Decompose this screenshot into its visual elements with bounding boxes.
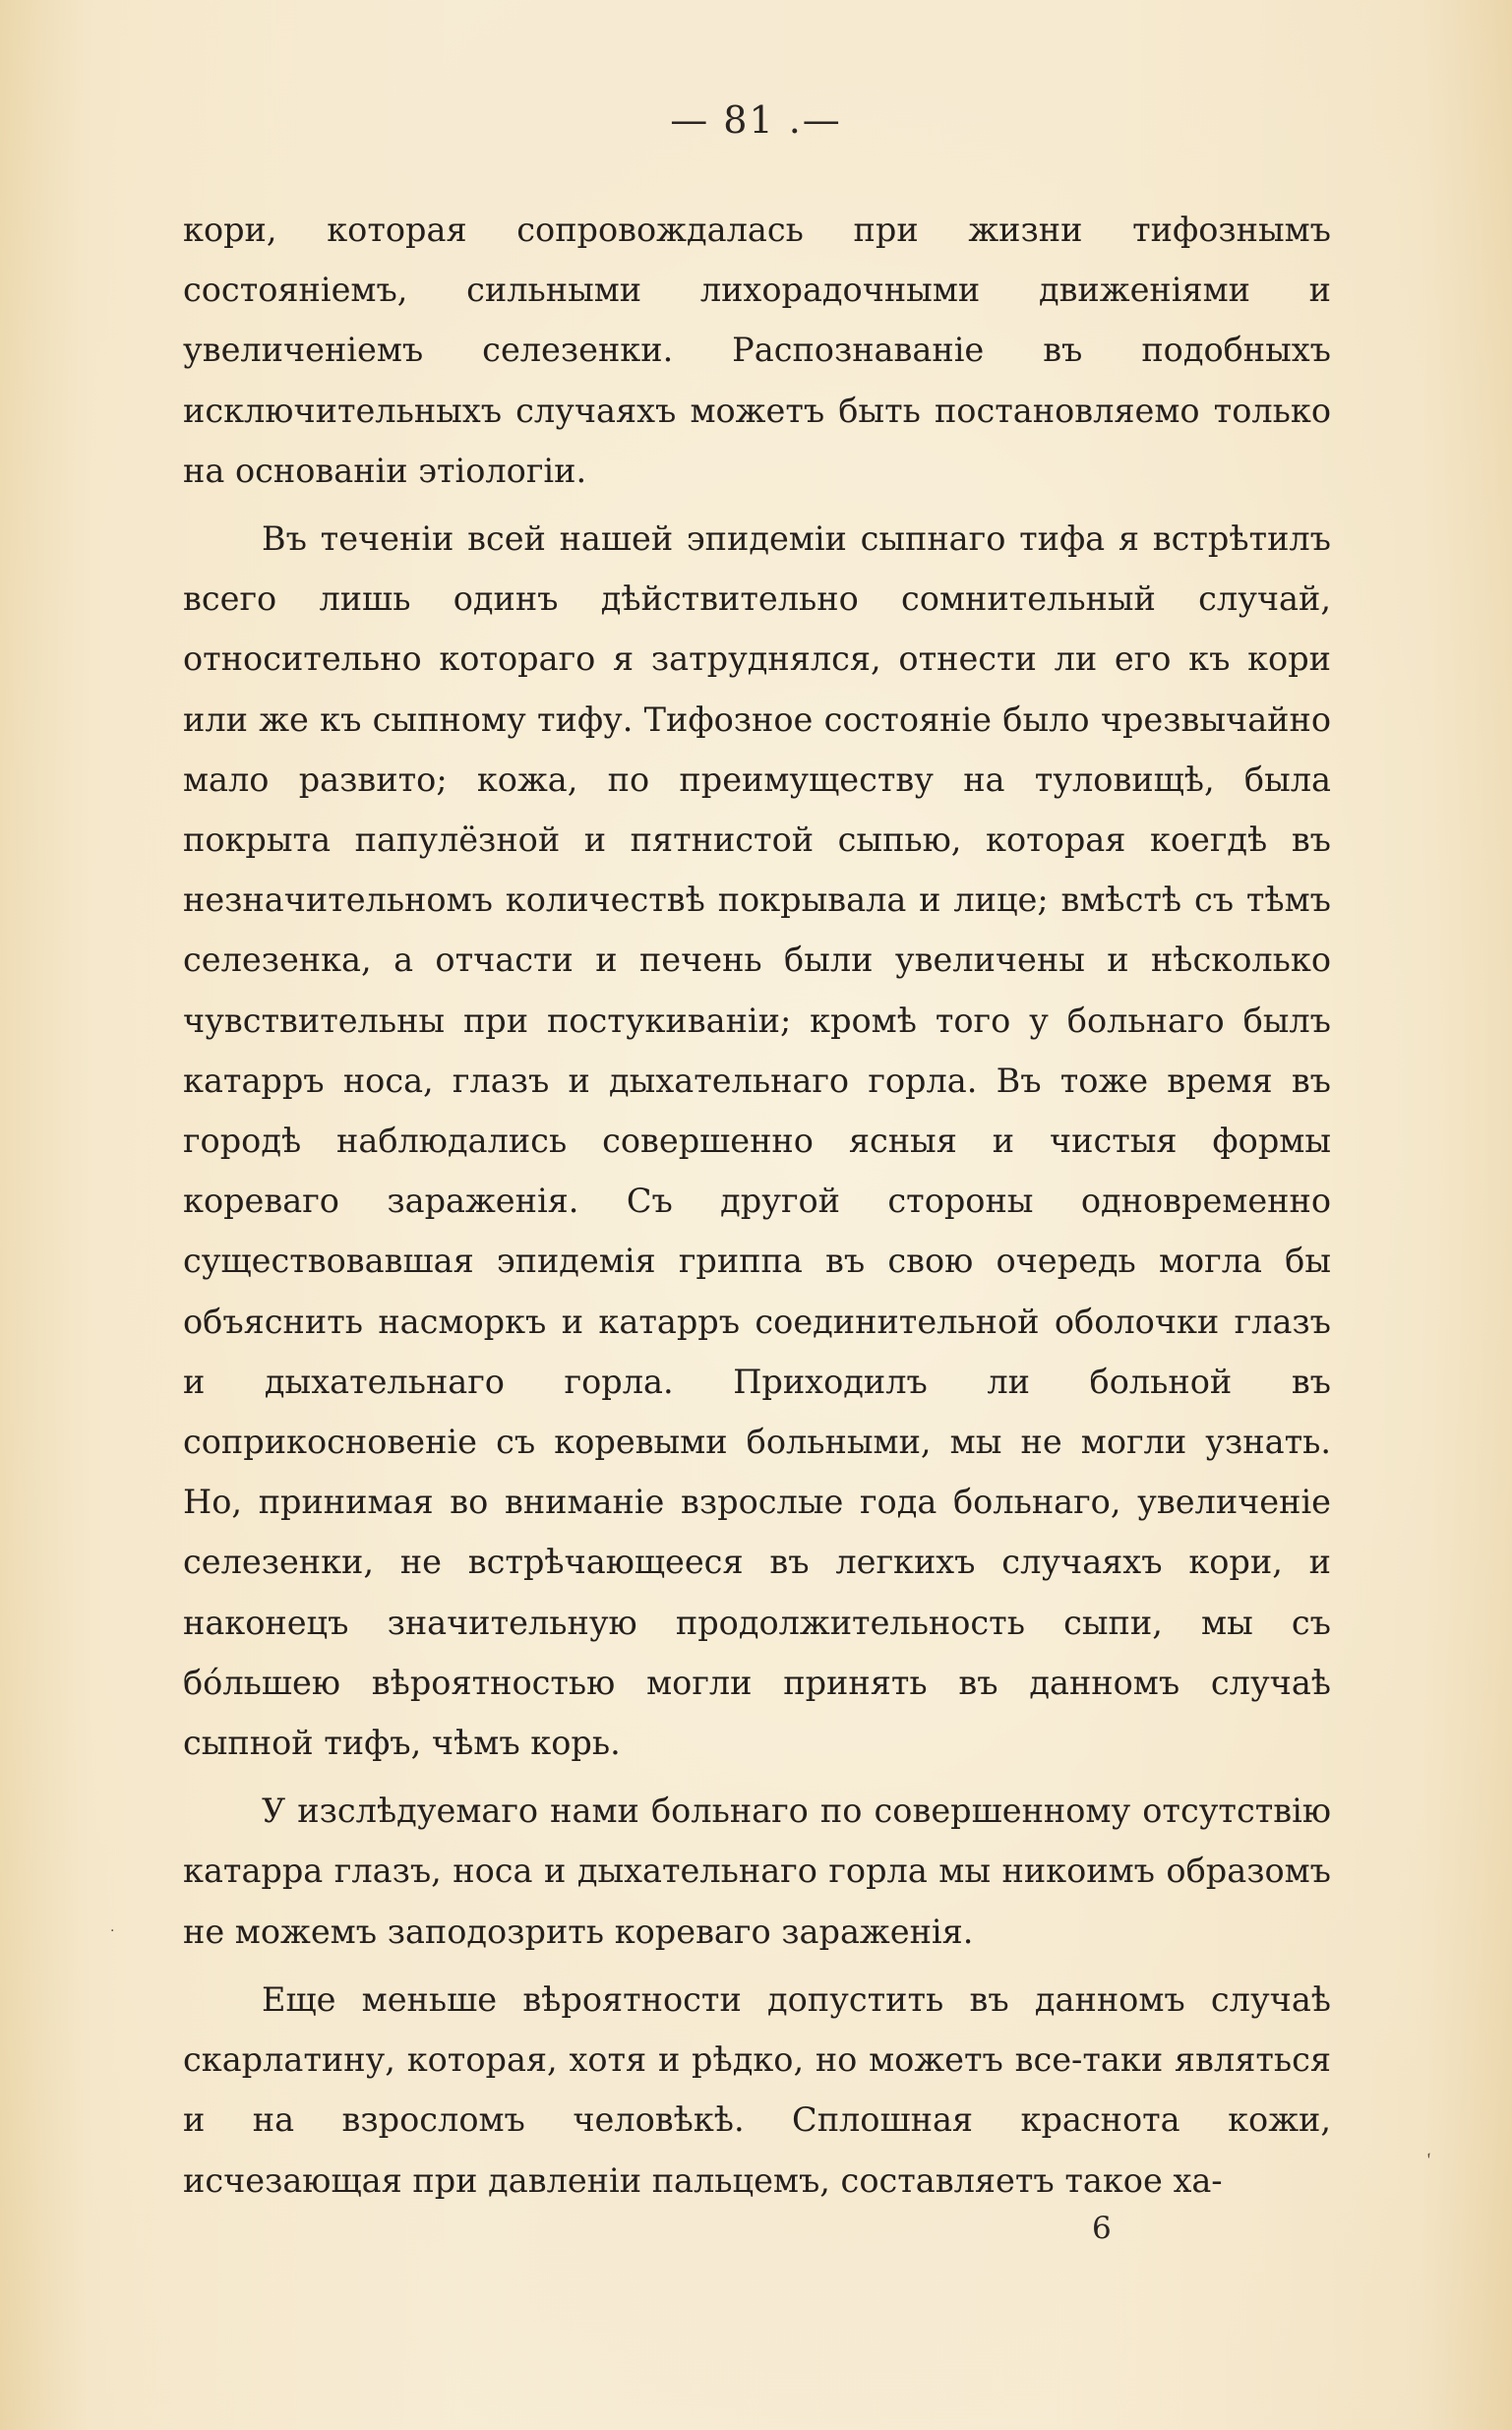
- paragraph-3: У изслѣдуемаго нами больнаго по совершенному отсутствію катарра глазъ, носа и дыхательнаго горла мы никоимъ образомъ не можемъ заподозрить кореваго зараженія.: [183, 1792, 1331, 1951]
- body-text: [183, 200, 1331, 2218]
- margin-speck: ′: [1424, 2150, 1441, 2174]
- paragraph-1: кори, которая сопровождалась при жизни тифознымъ состояніемъ, сильными лихорадочными движеніями и увеличеніемъ селезенки. Распознаваніе въ подобныхъ исключительныхъ случаяхъ можетъ быть постановляемо только на основаніи этіологіи.: [183, 211, 1331, 490]
- margin-dot: ·: [110, 1923, 115, 1939]
- signature-mark: 6: [1092, 2211, 1112, 2246]
- paragraph-4: Еще меньше вѣроятности допустить въ данномъ случаѣ скарлатину, которая, хотя и рѣдко, но можетъ все-таки являться и на взросломъ человѣкѣ. Сплошная краснота кожи, исчезающая при давленіи пальцемъ, составляетъ такое ха-: [183, 1979, 1331, 2200]
- paragraph-2: Въ теченіи всей нашей эпидеміи сыпнаго тифа я встрѣтилъ всего лишь одинъ дѣйствительно сомнительный случай, относительно котораго я затруднялся, отнести ли его къ кори или же къ сыпному тифу. Тифозное состояніе было чрезвычайно мало развито; кожа, по преимуществу на туловищѣ, была покрыта папулёзной и пятнистой сыпью, которая коегдѣ въ незначительномъ количествѣ покрывала и лице; вмѣстѣ съ тѣмъ селезенка, а отчасти и печень были увеличены и нѣсколько чувствительны при постукиваніи; кромѣ того у больнаго былъ катарръ носа, глазъ и дыхательнаго горла. Въ тоже время въ городѣ наблюдались совершенно ясныя и чистыя формы кореваго зараженія. Съ другой стороны одновременно существовавшая эпидемія гриппа въ свою очередь могла бы объяснить насморкъ и катарръ соединительной оболочки глазъ и дыхательнаго горла. Приходилъ ли больной въ соприкосновеніе съ коревыми больными, мы не могли узнать. Но, принимая во вниманіе взрослые года больнаго, увеличеніе селезенки, не встрѣчающееся въ легкихъ случаяхъ кори, и наконецъ значительную продолжительность сыпи, мы съ бо́льшею вѣроятностью могли принять въ данномъ случаѣ сыпной тифъ, чѣмъ корь.: [183, 519, 1331, 1763]
- page-number-header: — 81 .—: [670, 98, 842, 142]
